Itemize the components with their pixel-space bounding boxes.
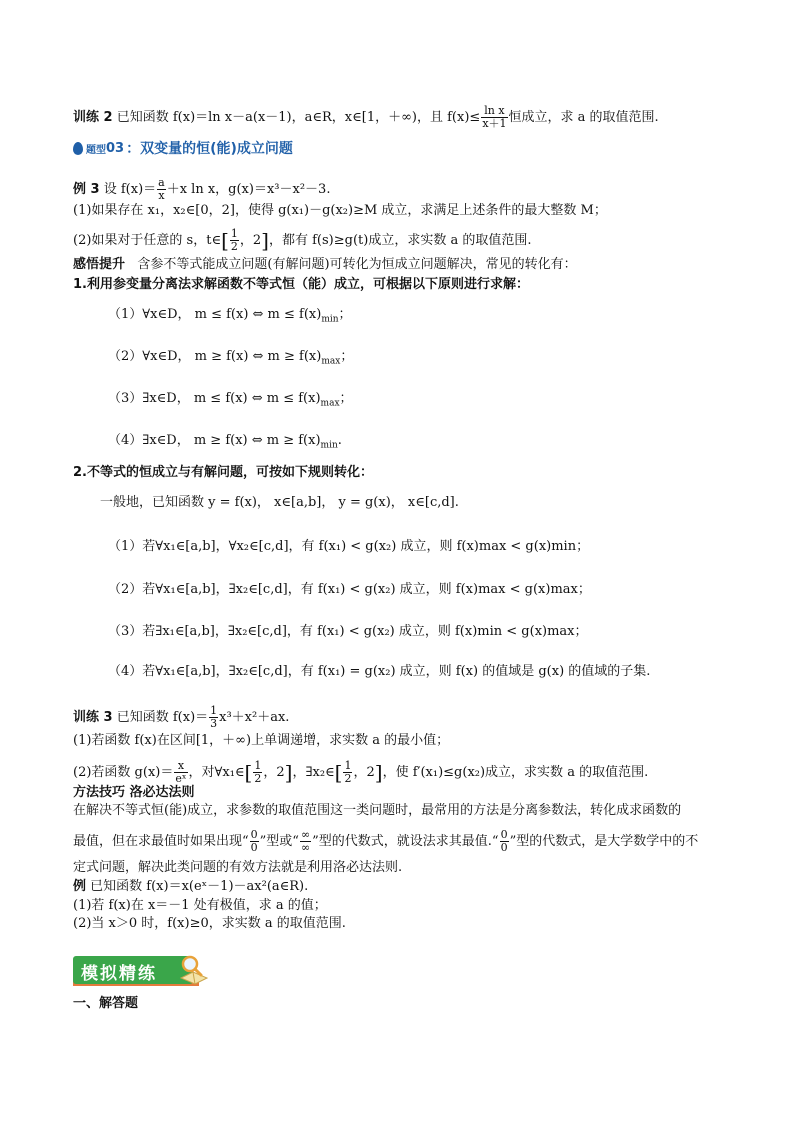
q2-text-c: ，∃x₂∈	[292, 765, 335, 780]
frac-den: 0	[500, 841, 508, 854]
training3-text-b: x³＋x²＋ax.	[219, 710, 290, 725]
frac-num: ln x	[481, 105, 507, 118]
scenario-1: （1）若∀x₁∈[a,b]，∀x₂∈[c,d]，有 f(x₁) < g(x₂) 成立，则 f(x)max < g(x)min；	[108, 539, 590, 554]
lhopital-p2	[73, 829, 698, 854]
example3-text-b: ＋x ln x，g(x)＝x³－x²－3.	[166, 182, 331, 197]
rule-3-sub: max	[320, 398, 340, 409]
rule-2: （2）∀x∈D， m ≥ f(x) ⇔ $m \ge f(x)_{max}$；	[108, 349, 354, 367]
bracket-right: ]	[374, 760, 383, 785]
lhopital-q2: (2)当 x＞0 时，f(x)≥0，求实数 a 的取值范围.	[73, 916, 346, 931]
rule-2-text: （2）∀x∈D， m ≥ f(x) ⇔ m ≥ f(x)	[108, 349, 322, 364]
section-tag	[73, 141, 124, 156]
frac-den: 3	[210, 717, 218, 730]
q2-text-a: (2)如果对于任意的 s，t∈	[73, 233, 222, 248]
insight-heading-2: 2.不等式的恒成立与有解问题，可按如下规则转化：	[73, 465, 373, 480]
scenario-4: （4）若∀x₁∈[a,b]，∃x₂∈[c,d]，有 f(x₁) = g(x₂) 成立，则 f(x) 的值域是 g(x) 的值域的子集.	[108, 664, 651, 679]
lhopital-example-label: 例	[73, 879, 87, 894]
rule-3: （3）∃x∈D， m ≤ f(x) ⇔ $m \le f(x)_{max}$；	[108, 391, 353, 409]
training2-line	[73, 105, 659, 130]
bracket-left: [	[221, 228, 229, 253]
rule-1-text: （1）∀x∈D， m ≤ f(x) ⇔ m ≤ f(x)	[108, 307, 322, 322]
training2-text-b: 恒成立，求 a 的取值范围.	[508, 110, 659, 125]
p2-a: 最值，但在求最值时如果出现“	[73, 834, 249, 849]
g-fraction	[174, 760, 187, 785]
p2-c: ”型的代数式，就设法求其最值.“	[312, 834, 499, 849]
scenario-2: （2）若∀x₁∈[a,b]，∃x₂∈[c,d]，有 f(x₁) < g(x₂) 成立，则 f(x)max < g(x)max；	[108, 582, 591, 597]
rule-2-sub: max	[321, 356, 341, 367]
frac-den: x	[158, 189, 165, 202]
training3-fraction	[209, 705, 218, 730]
section-title	[73, 137, 293, 159]
q2-mid: ，2	[239, 233, 262, 248]
tag-num: 03	[106, 140, 125, 156]
inf-over-inf	[300, 829, 311, 854]
q2-text-d: ，使 f′(x₁)≤g(x₂)成立，求实数 a 的取值范围.	[382, 765, 649, 780]
bracket-left: [	[334, 760, 343, 785]
zero-over-zero-1	[250, 829, 259, 854]
frac-den: 2	[230, 240, 238, 253]
q2-text-a: (2)若函数 g(x)＝	[73, 765, 174, 780]
example3-q2	[73, 228, 531, 253]
insight-intro: 一般地，已知函数 y = f(x)， x∈[a,b]， y = g(x)， x∈[c,d].	[100, 495, 459, 510]
training2-label: 训练 2	[73, 110, 113, 125]
part1-title: 一、解答题	[73, 996, 139, 1011]
q2-text-b: ，都有 f(s)≥g(t)成立，求实数 a 的取值范围.	[268, 233, 532, 248]
q2-two-1: ，2	[263, 765, 285, 780]
banner-title: 模拟精练	[81, 964, 157, 984]
training3-q2	[73, 760, 648, 785]
bracket-right: ]	[284, 760, 293, 785]
training3-label: 训练 3	[73, 710, 113, 725]
rule-4: （4）∃x∈D， m ≥ f(x) ⇔ $m \ge f(x)_{min}$.	[108, 433, 342, 451]
frac-num: a	[158, 176, 165, 189]
training2-text-a: 已知函数 f(x)＝ln x－a(x－1)，a∈R，x∈[1，＋∞)，且 f(x)≤	[116, 110, 481, 125]
magnifier-book-icon	[177, 952, 211, 986]
frac-num: 0	[500, 828, 508, 841]
tag-prefix: 题型	[86, 144, 106, 156]
rule-1: （1）∀x∈D， m ≤ f(x) ⇔ $m \le f(x)_{min}$；	[108, 307, 352, 325]
example3-fraction	[157, 177, 166, 202]
frac-den: 2	[254, 772, 262, 785]
insight-heading-1: 1.利用参变量分离法求解函数不等式恒（能）成立，可根据以下原则进行求解：	[73, 277, 529, 292]
frac-num: x	[174, 760, 187, 773]
half-fraction-1	[253, 760, 262, 785]
training3-q1: (1)若函数 f(x)在区间[1，＋∞)上单调递增，求实数 a 的最小值；	[73, 733, 450, 748]
frac-den: ∞	[300, 841, 311, 854]
q2-two-2: ，2	[353, 765, 375, 780]
rule-1-sub: min	[321, 314, 339, 325]
scenario-3: （3）若∃x₁∈[a,b]，∃x₂∈[c,d]，有 f(x₁) < g(x₂) 成立，则 f(x)min < g(x)max；	[108, 624, 588, 639]
frac-num: ∞	[300, 828, 311, 841]
bracket-left: [	[244, 760, 253, 785]
frac-num: 1	[230, 227, 238, 240]
q2-fraction	[230, 228, 239, 253]
training3-text-a: 已知函数 f(x)＝	[116, 710, 209, 725]
frac-num: 1	[344, 759, 352, 772]
frac-den: 0	[250, 841, 258, 854]
frac-num: 1	[254, 759, 262, 772]
example3-line	[73, 177, 330, 202]
lhopital-example-text: 已知函数 f(x)＝x(eˣ－1)－ax²(a∈R).	[90, 879, 309, 894]
training3-line	[73, 705, 289, 730]
lhopital-p1: 在解决不等式恒(能)成立，求参数的取值范围这一类问题时，最常用的方法是分离参数法，转化成求函数的	[73, 803, 682, 818]
example3-q1: (1)如果存在 x₁，x₂∈[0，2]，使得 g(x₁)－g(x₂)≥M 成立，求满足上述条件的最大整数 M；	[73, 203, 607, 218]
frac-den: eˣ	[175, 772, 187, 785]
half-fraction-2	[343, 760, 352, 785]
frac-num: 1	[210, 704, 218, 717]
bracket-right: ]	[261, 228, 269, 253]
training2-fraction	[481, 105, 507, 130]
p2-d: ”型的代数式，是大学数学中的不	[509, 834, 699, 849]
example3-label: 例 3	[73, 182, 100, 197]
pin-icon	[73, 142, 83, 155]
insight-text: 含参不等式能成立问题(有解问题)可转化为恒成立问题解决，常见的转化有：	[137, 257, 577, 272]
lhopital-example	[73, 879, 308, 895]
lhopital-q1: (1)若 f(x)在 x＝－1 处有极值，求 a 的值；	[73, 898, 327, 913]
lhopital-title: 方法技巧 洛必达法则	[73, 785, 195, 800]
example3-text-a: 设 f(x)＝	[103, 182, 157, 197]
frac-den: x＋1	[482, 117, 507, 130]
insight-label: 感悟提升	[73, 257, 126, 272]
frac-den: 2	[344, 772, 352, 785]
rule-4-text: （4）∃x∈D， m ≥ f(x) ⇔ m ≥ f(x)	[108, 433, 321, 448]
insight-line	[73, 257, 577, 273]
frac-num: 0	[250, 828, 258, 841]
lhopital-p3: 定式问题，解决此类问题的有效方法就是利用洛必达法则.	[73, 860, 403, 875]
zero-over-zero-2	[500, 829, 509, 854]
rule-3-text: （3）∃x∈D， m ≤ f(x) ⇔ m ≤ f(x)	[108, 391, 321, 406]
p2-b: ”型或“	[259, 834, 299, 849]
q2-text-b: ，对∀x₁∈	[188, 765, 245, 780]
practice-banner	[73, 952, 223, 990]
section-heading: ：双变量的恒(能)成立问题	[126, 141, 293, 157]
rule-4-sub: min	[320, 440, 338, 451]
